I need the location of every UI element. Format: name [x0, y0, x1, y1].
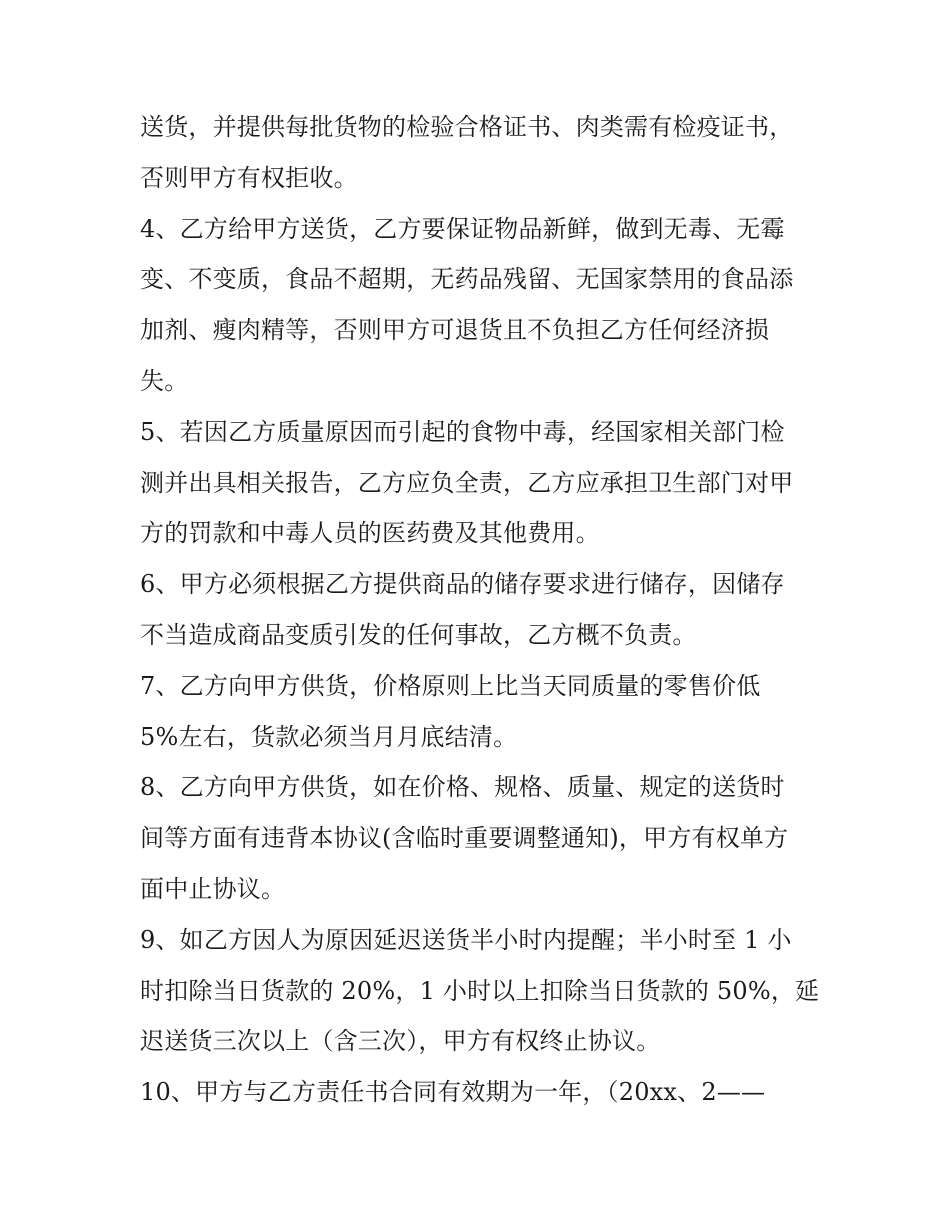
text-line: 不当造成商品变质引发的任何事故，乙方概不负责。: [140, 620, 697, 649]
clause-9-line: 9、如乙方因人为原因延迟送货半小时内提醒；半小时至 1 小: [140, 925, 792, 954]
text-line: 测并出具相关报告，乙方应负全责，乙方应承担卫生部门对甲: [140, 468, 794, 497]
text-line: 否则甲方有权拒收。: [140, 163, 358, 192]
clause-7-line: 7、乙方向甲方供货，价格原则上比当天同质量的零售价低: [140, 671, 761, 700]
text-line: 间等方面有违背本协议(含临时重要调整通知)，甲方有权单方: [140, 824, 789, 853]
text-line: 变、不变质，食品不超期，无药品残留、无国家禁用的食品添: [140, 265, 794, 294]
text-line: 面中止协议。: [140, 874, 286, 903]
text-line: 方的罚款和中毒人员的医药费及其他费用。: [140, 519, 600, 548]
clause-4-line: 4、乙方给甲方送货，乙方要保证物品新鲜，做到无毒、无霉: [140, 214, 785, 243]
text-line: 5%左右，货款必须当月月底结清。: [140, 722, 518, 751]
clause-8-line: 8、乙方向甲方供货，如在价格、规格、质量、规定的送货时: [140, 773, 785, 802]
clause-10-line: 10、甲方与乙方责任书合同有效期为一年，（20xx、2——: [140, 1078, 766, 1107]
text-line: 迟送货三次以上（含三次），甲方有权终止协议。: [140, 1027, 661, 1056]
clause-6-line: 6、甲方必须根据乙方提供商品的储存要求进行储存，因储存: [140, 570, 785, 599]
text-line: 时扣除当日货款的 20%，1 小时以上扣除当日货款的 50%，延: [140, 976, 820, 1005]
contract-text-body: [140, 102, 820, 1118]
text-line: 加剂、瘦肉精等，否则甲方可退货且不负担乙方任何经济损: [140, 316, 770, 345]
clause-5-line: 5、若因乙方质量原因而引起的食物中毒，经国家相关部门检: [140, 417, 785, 446]
text-line: 送货，并提供每批货物的检验合格证书、肉类需有检疫证书，: [140, 113, 794, 141]
text-line: 失。: [140, 366, 189, 395]
